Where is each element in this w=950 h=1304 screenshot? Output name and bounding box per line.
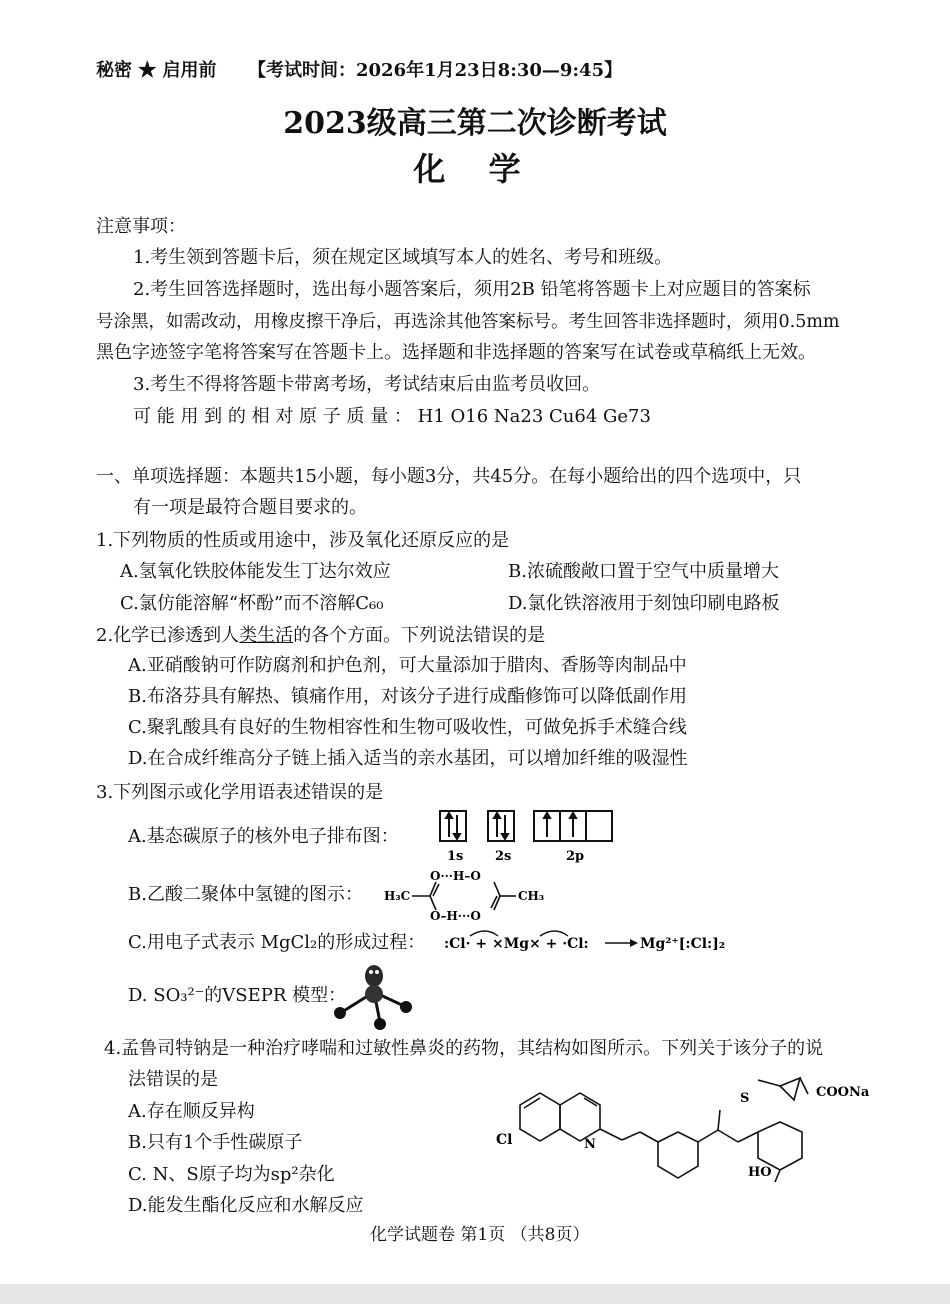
mgcl2-electron-formula: [440, 926, 730, 962]
q3-option-c: C.用电子式表示 MgCl₂的形成过程：: [128, 932, 426, 953]
q2-stem: [96, 625, 545, 647]
note-item-1: 1.考生领到答题卡后，须在规定区域填写本人的姓名、考号和班级。: [133, 247, 673, 268]
q1-option-b: B.浓硫酸敞口置于空气中质量增大: [508, 561, 779, 582]
orbital-box-2s: [488, 811, 514, 841]
exam-time: 【考试时间：2026年1月23日8:30—9:45】: [248, 60, 623, 81]
label-cl: Cl: [496, 1132, 513, 1148]
q4-stem-cont: 法错误的是: [128, 1069, 218, 1090]
label-n: N: [584, 1137, 596, 1152]
q3-option-a: A.基态碳原子的核外电子排布图：: [128, 826, 399, 847]
group-h3c: H₃C: [384, 889, 411, 903]
orbital-box-1s: [440, 811, 466, 841]
section1-heading-cont: 有一项是最符合题目要求的。: [133, 497, 367, 518]
q1-stem: 1.下列物质的性质或用途中，涉及氧化还原反应的是: [96, 530, 510, 551]
label-ho: HO: [748, 1165, 772, 1180]
vsepr-model-image: [322, 960, 418, 1032]
hbond-bottom: O–H···O: [430, 909, 481, 923]
q1-option-a: A.氢氧化铁胶体能发生丁达尔效应: [120, 561, 391, 582]
orbital-label-2p: 2p: [566, 849, 585, 864]
orbital-label-1s: 1s: [447, 849, 464, 864]
q3-option-d: D. SO₃²⁻的VSEPR 模型：: [128, 985, 347, 1006]
q4-option-a: A.存在顺反异构: [128, 1101, 255, 1122]
q3-stem: 3.下列图示或化学用语表述错误的是: [96, 782, 384, 803]
label-s: S: [740, 1091, 750, 1106]
note-item-2-cont2: 黑色字迹签字笔将答案写在答题卡上。选择题和非选择题的答案写在试卷或草稿纸上无效。: [96, 342, 816, 363]
exam-title: 2023级高三第二次诊断考试: [283, 106, 667, 141]
group-ch3: CH₃: [518, 889, 545, 903]
orbital-label-2s: 2s: [495, 849, 512, 864]
q2-option-d: D.在合成纤维高分子链上插入适当的亲水基团，可以增加纤维的吸湿性: [128, 748, 688, 769]
notes-heading: 注意事项：: [96, 216, 186, 237]
montelukast-structure: [490, 1070, 870, 1200]
subject-title: 化 学: [413, 150, 537, 188]
q1-option-d: D.氯化铁溶液用于刻蚀印刷电路板: [508, 593, 780, 614]
q4-stem: 4.孟鲁司特钠是一种治疗哮喘和过敏性鼻炎的药物，其结构如图所示。下列关于该分子的说: [104, 1038, 824, 1059]
formula-left: :Cl· + ×Mg× + ·Cl:: [444, 936, 589, 952]
q1-option-c: C.氯仿能溶解“杯酚”而不溶解C₆₀: [120, 593, 384, 614]
q2-stem-start: 2.化学已渗透到人: [96, 625, 240, 646]
q2-stem-underlined: 类生活: [239, 625, 294, 646]
hbond-top: O···H–O: [430, 869, 481, 883]
scan-edge: [0, 1284, 950, 1304]
formula-right: Mg²⁺[:Cl:]₂: [640, 936, 725, 952]
acetic-dimer-diagram: [380, 862, 560, 926]
q4-option-d: D.能发生酯化反应和水解反应: [128, 1195, 364, 1216]
atomic-masses: 可 能 用 到 的 相 对 原 子 质 量 ： H1 O16 Na23 Cu64 Ge73: [133, 406, 651, 427]
q4-option-c: C. N、S原子均为sp²杂化: [128, 1164, 335, 1185]
orbital-diagram: [430, 805, 630, 865]
note-item-2: 2.考生回答选择题时，选出每小题答案后，须用2B 铅笔将答题卡上对应题目的答案标: [133, 279, 811, 300]
page-footer: 化学试题卷 第1页 （共8页）: [370, 1225, 590, 1245]
orbital-box-2p-3: [586, 811, 612, 841]
q4-option-b: B.只有1个手性碳原子: [128, 1132, 303, 1153]
confidential-label: 秘密 ★ 启用前: [96, 60, 217, 81]
note-item-2-cont: 号涂黑，如需改动，用橡皮擦干净后，再选涂其他答案标号。考生回答非选择题时，须用0.5mm: [96, 312, 840, 332]
q2-option-a: A.亚硝酸钠可作防腐剂和护色剂，可大量添加于腊肉、香肠等肉制品中: [128, 655, 687, 676]
q2-option-b: B.布洛芬具有解热、镇痛作用，对该分子进行成酯修饰可以降低副作用: [128, 686, 687, 707]
label-coona: COONa: [816, 1085, 870, 1100]
note-item-3: 3.考生不得将答题卡带离考场，考试结束后由监考员收回。: [133, 374, 601, 395]
section1-heading: 一、单项选择题：本题共15小题，每小题3分，共45分。在每小题给出的四个选项中，只: [96, 466, 802, 487]
q3-option-b: B.乙酸二聚体中氢键的图示：: [128, 884, 363, 905]
q2-stem-end: 的各个方面。下列说法错误的是: [293, 625, 546, 646]
q2-option-c: C.聚乳酸具有良好的生物相容性和生物可吸收性，可做免拆手术缝合线: [128, 717, 687, 738]
